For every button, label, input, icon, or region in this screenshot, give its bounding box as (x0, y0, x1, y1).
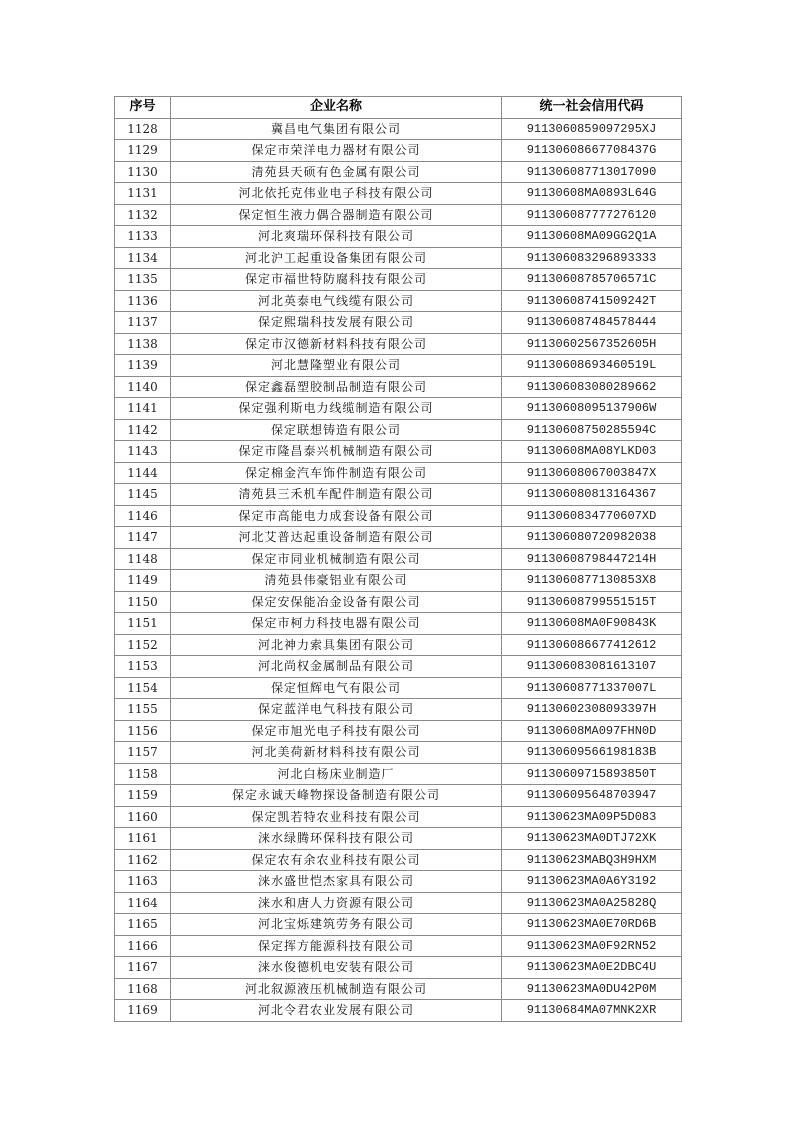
company-name: 保定恒辉电气有限公司 (171, 677, 502, 699)
row-index: 1153 (115, 656, 171, 678)
company-name: 清苑县伟豪铝业有限公司 (171, 570, 502, 592)
company-name: 保定市同业机械制造有限公司 (171, 548, 502, 570)
row-index: 1164 (115, 892, 171, 914)
credit-code: 91130608750285594C (502, 419, 682, 441)
table-row (115, 720, 682, 742)
credit-code: 911306080813164367 (502, 484, 682, 506)
company-name: 河北艾普达起重设备制造有限公司 (171, 527, 502, 549)
row-index: 1128 (115, 118, 171, 140)
row-index: 1169 (115, 1000, 171, 1022)
company-name: 保定蓝洋电气科技有限公司 (171, 699, 502, 721)
row-index: 1131 (115, 183, 171, 205)
credit-code: 911306095648703947 (502, 785, 682, 807)
row-index: 1142 (115, 419, 171, 441)
table-row (115, 204, 682, 226)
credit-code: 9113060877130853X8 (502, 570, 682, 592)
table-row (115, 914, 682, 936)
company-name: 保定安保能冶金设备有限公司 (171, 591, 502, 613)
company-name: 河北白杨床业制造厂 (171, 763, 502, 785)
company-name: 河北英泰电气线缆有限公司 (171, 290, 502, 312)
row-index: 1162 (115, 849, 171, 871)
company-name: 河北依托克伟业电子科技有限公司 (171, 183, 502, 205)
credit-code: 91130623MA0DTJ72XK (502, 828, 682, 850)
company-name: 保定联想铸造有限公司 (171, 419, 502, 441)
row-index: 1134 (115, 247, 171, 269)
company-name: 河北宝烁建筑劳务有限公司 (171, 914, 502, 936)
table-row (115, 699, 682, 721)
company-name: 河北美荷新材料科技有限公司 (171, 742, 502, 764)
table-row (115, 849, 682, 871)
credit-code: 9113060859097295XJ (502, 118, 682, 140)
credit-code: 91130609566198183B (502, 742, 682, 764)
row-index: 1139 (115, 355, 171, 377)
company-name: 清苑县天硕有色金属有限公司 (171, 161, 502, 183)
company-name: 清苑县三禾机车配件制造有限公司 (171, 484, 502, 506)
table-row (115, 935, 682, 957)
credit-code: 911306083080289662 (502, 376, 682, 398)
row-index: 1155 (115, 699, 171, 721)
row-index: 1160 (115, 806, 171, 828)
company-name: 河北神力索具集团有限公司 (171, 634, 502, 656)
credit-code: 91130608MA08YLKD03 (502, 441, 682, 463)
credit-code: 91130602567352605H (502, 333, 682, 355)
credit-code: 9113060834770607XD (502, 505, 682, 527)
table-row (115, 656, 682, 678)
row-index: 1136 (115, 290, 171, 312)
company-credit-code-table (114, 96, 682, 1022)
table-row (115, 484, 682, 506)
credit-code: 911306086677412612 (502, 634, 682, 656)
row-index: 1140 (115, 376, 171, 398)
table-row (115, 183, 682, 205)
row-index: 1149 (115, 570, 171, 592)
row-index: 1150 (115, 591, 171, 613)
table-row (115, 398, 682, 420)
table-row (115, 785, 682, 807)
table-row (115, 333, 682, 355)
table-row (115, 118, 682, 140)
company-name: 保定市柯力科技电器有限公司 (171, 613, 502, 635)
row-index: 1161 (115, 828, 171, 850)
row-index: 1148 (115, 548, 171, 570)
row-index: 1138 (115, 333, 171, 355)
table-row (115, 806, 682, 828)
row-index: 1167 (115, 957, 171, 979)
credit-code: 911306080720982038 (502, 527, 682, 549)
credit-code: 91130623MA0A25828Q (502, 892, 682, 914)
row-index: 1144 (115, 462, 171, 484)
row-index: 1158 (115, 763, 171, 785)
table-row (115, 1000, 682, 1022)
credit-code: 91130609715893850T (502, 763, 682, 785)
table-row (115, 828, 682, 850)
row-index: 1137 (115, 312, 171, 334)
table-row (115, 269, 682, 291)
credit-code: 91130608MA09GG2Q1A (502, 226, 682, 248)
credit-code: 911306087713017090 (502, 161, 682, 183)
row-index: 1145 (115, 484, 171, 506)
row-index: 1154 (115, 677, 171, 699)
row-index: 1141 (115, 398, 171, 420)
row-index: 1147 (115, 527, 171, 549)
row-index: 1151 (115, 613, 171, 635)
credit-code: 91130608095137906W (502, 398, 682, 420)
table-row (115, 634, 682, 656)
row-index: 1157 (115, 742, 171, 764)
row-index: 1163 (115, 871, 171, 893)
table-row (115, 462, 682, 484)
table-row (115, 505, 682, 527)
credit-code: 91130608MA097FHN0D (502, 720, 682, 742)
row-index: 1146 (115, 505, 171, 527)
table-row (115, 613, 682, 635)
credit-code: 911306087484578444 (502, 312, 682, 334)
table-row (115, 677, 682, 699)
company-name: 河北爽瑞环保科技有限公司 (171, 226, 502, 248)
row-index: 1156 (115, 720, 171, 742)
credit-code: 91130608798447214H (502, 548, 682, 570)
company-name: 涞水绿腾环保科技有限公司 (171, 828, 502, 850)
company-name: 保定永诚天峰物探设备制造有限公司 (171, 785, 502, 807)
credit-code: 911306087777276120 (502, 204, 682, 226)
table-row (115, 527, 682, 549)
table-row (115, 140, 682, 162)
row-index: 1168 (115, 978, 171, 1000)
credit-code: 91130684MA07MNK2XR (502, 1000, 682, 1022)
company-name: 河北叙源液压机械制造有限公司 (171, 978, 502, 1000)
credit-code: 91130623MA0DU42P0M (502, 978, 682, 1000)
header-index: 序号 (115, 97, 171, 119)
company-name: 保定恒生液力偶合器制造有限公司 (171, 204, 502, 226)
company-name: 保定市旭光电子科技有限公司 (171, 720, 502, 742)
credit-code: 911306083081613107 (502, 656, 682, 678)
table-row (115, 892, 682, 914)
company-name: 保定强利斯电力线缆制造有限公司 (171, 398, 502, 420)
table-row (115, 355, 682, 377)
company-name: 河北尚权金属制品有限公司 (171, 656, 502, 678)
credit-code: 91130623MA0E70RD6B (502, 914, 682, 936)
header-company-name: 企业名称 (171, 97, 502, 119)
company-name: 保定鑫磊塑胶制品制造有限公司 (171, 376, 502, 398)
company-name: 涞水俊德机电安装有限公司 (171, 957, 502, 979)
table-row (115, 290, 682, 312)
credit-code: 91130608067003847X (502, 462, 682, 484)
table-row (115, 161, 682, 183)
company-name: 冀昌电气集团有限公司 (171, 118, 502, 140)
credit-code: 91130608MA0F90843K (502, 613, 682, 635)
company-name: 涞水盛世恺杰家具有限公司 (171, 871, 502, 893)
table-row (115, 978, 682, 1000)
company-name: 河北令君农业发展有限公司 (171, 1000, 502, 1022)
table-row (115, 763, 682, 785)
row-index: 1132 (115, 204, 171, 226)
credit-code: 91130623MA09P5D083 (502, 806, 682, 828)
table-row (115, 441, 682, 463)
header-credit-code: 统一社会信用代码 (502, 97, 682, 119)
table-row (115, 226, 682, 248)
company-name: 保定熙瑞科技发展有限公司 (171, 312, 502, 334)
company-name: 保定棉金汽车饰件制造有限公司 (171, 462, 502, 484)
table-row (115, 570, 682, 592)
company-name: 河北慧隆塑业有限公司 (171, 355, 502, 377)
company-name: 保定市隆昌泰兴机械制造有限公司 (171, 441, 502, 463)
table-row (115, 548, 682, 570)
row-index: 1129 (115, 140, 171, 162)
row-index: 1165 (115, 914, 171, 936)
table-row (115, 591, 682, 613)
table-header-row (115, 97, 682, 119)
company-name: 保定凯若特农业科技有限公司 (171, 806, 502, 828)
credit-code: 91130602308093397H (502, 699, 682, 721)
table-row (115, 871, 682, 893)
row-index: 1152 (115, 634, 171, 656)
table-row (115, 312, 682, 334)
table-row (115, 376, 682, 398)
row-index: 1135 (115, 269, 171, 291)
table-row (115, 419, 682, 441)
company-name: 保定农有余农业科技有限公司 (171, 849, 502, 871)
credit-code: 91130623MABQ3H9HXM (502, 849, 682, 871)
credit-code: 91130608771337007L (502, 677, 682, 699)
row-index: 1159 (115, 785, 171, 807)
credit-code: 911306083296893333 (502, 247, 682, 269)
row-index: 1143 (115, 441, 171, 463)
company-name: 河北沪工起重设备集团有限公司 (171, 247, 502, 269)
credit-code: 91130608785706571C (502, 269, 682, 291)
company-name: 涞水和唐人力资源有限公司 (171, 892, 502, 914)
table-row (115, 742, 682, 764)
row-index: 1133 (115, 226, 171, 248)
company-name: 保定市高能电力成套设备有限公司 (171, 505, 502, 527)
credit-code: 91130623MA0E2DBC4U (502, 957, 682, 979)
credit-code: 91130608799551515T (502, 591, 682, 613)
company-name: 保定市荣洋电力器材有限公司 (171, 140, 502, 162)
row-index: 1130 (115, 161, 171, 183)
credit-code: 91130608741509242T (502, 290, 682, 312)
table-row (115, 957, 682, 979)
credit-code: 91130608693460519L (502, 355, 682, 377)
table-body (115, 118, 682, 1021)
credit-code: 91130623MA0F92RN52 (502, 935, 682, 957)
company-name: 保定市汉德新材料科技有限公司 (171, 333, 502, 355)
credit-code: 91130608MA0893L64G (502, 183, 682, 205)
row-index: 1166 (115, 935, 171, 957)
table-row (115, 247, 682, 269)
credit-code: 91130608667708437G (502, 140, 682, 162)
company-name: 保定市福世特防腐科技有限公司 (171, 269, 502, 291)
company-name: 保定挥方能源科技有限公司 (171, 935, 502, 957)
credit-code: 91130623MA0A6Y3192 (502, 871, 682, 893)
